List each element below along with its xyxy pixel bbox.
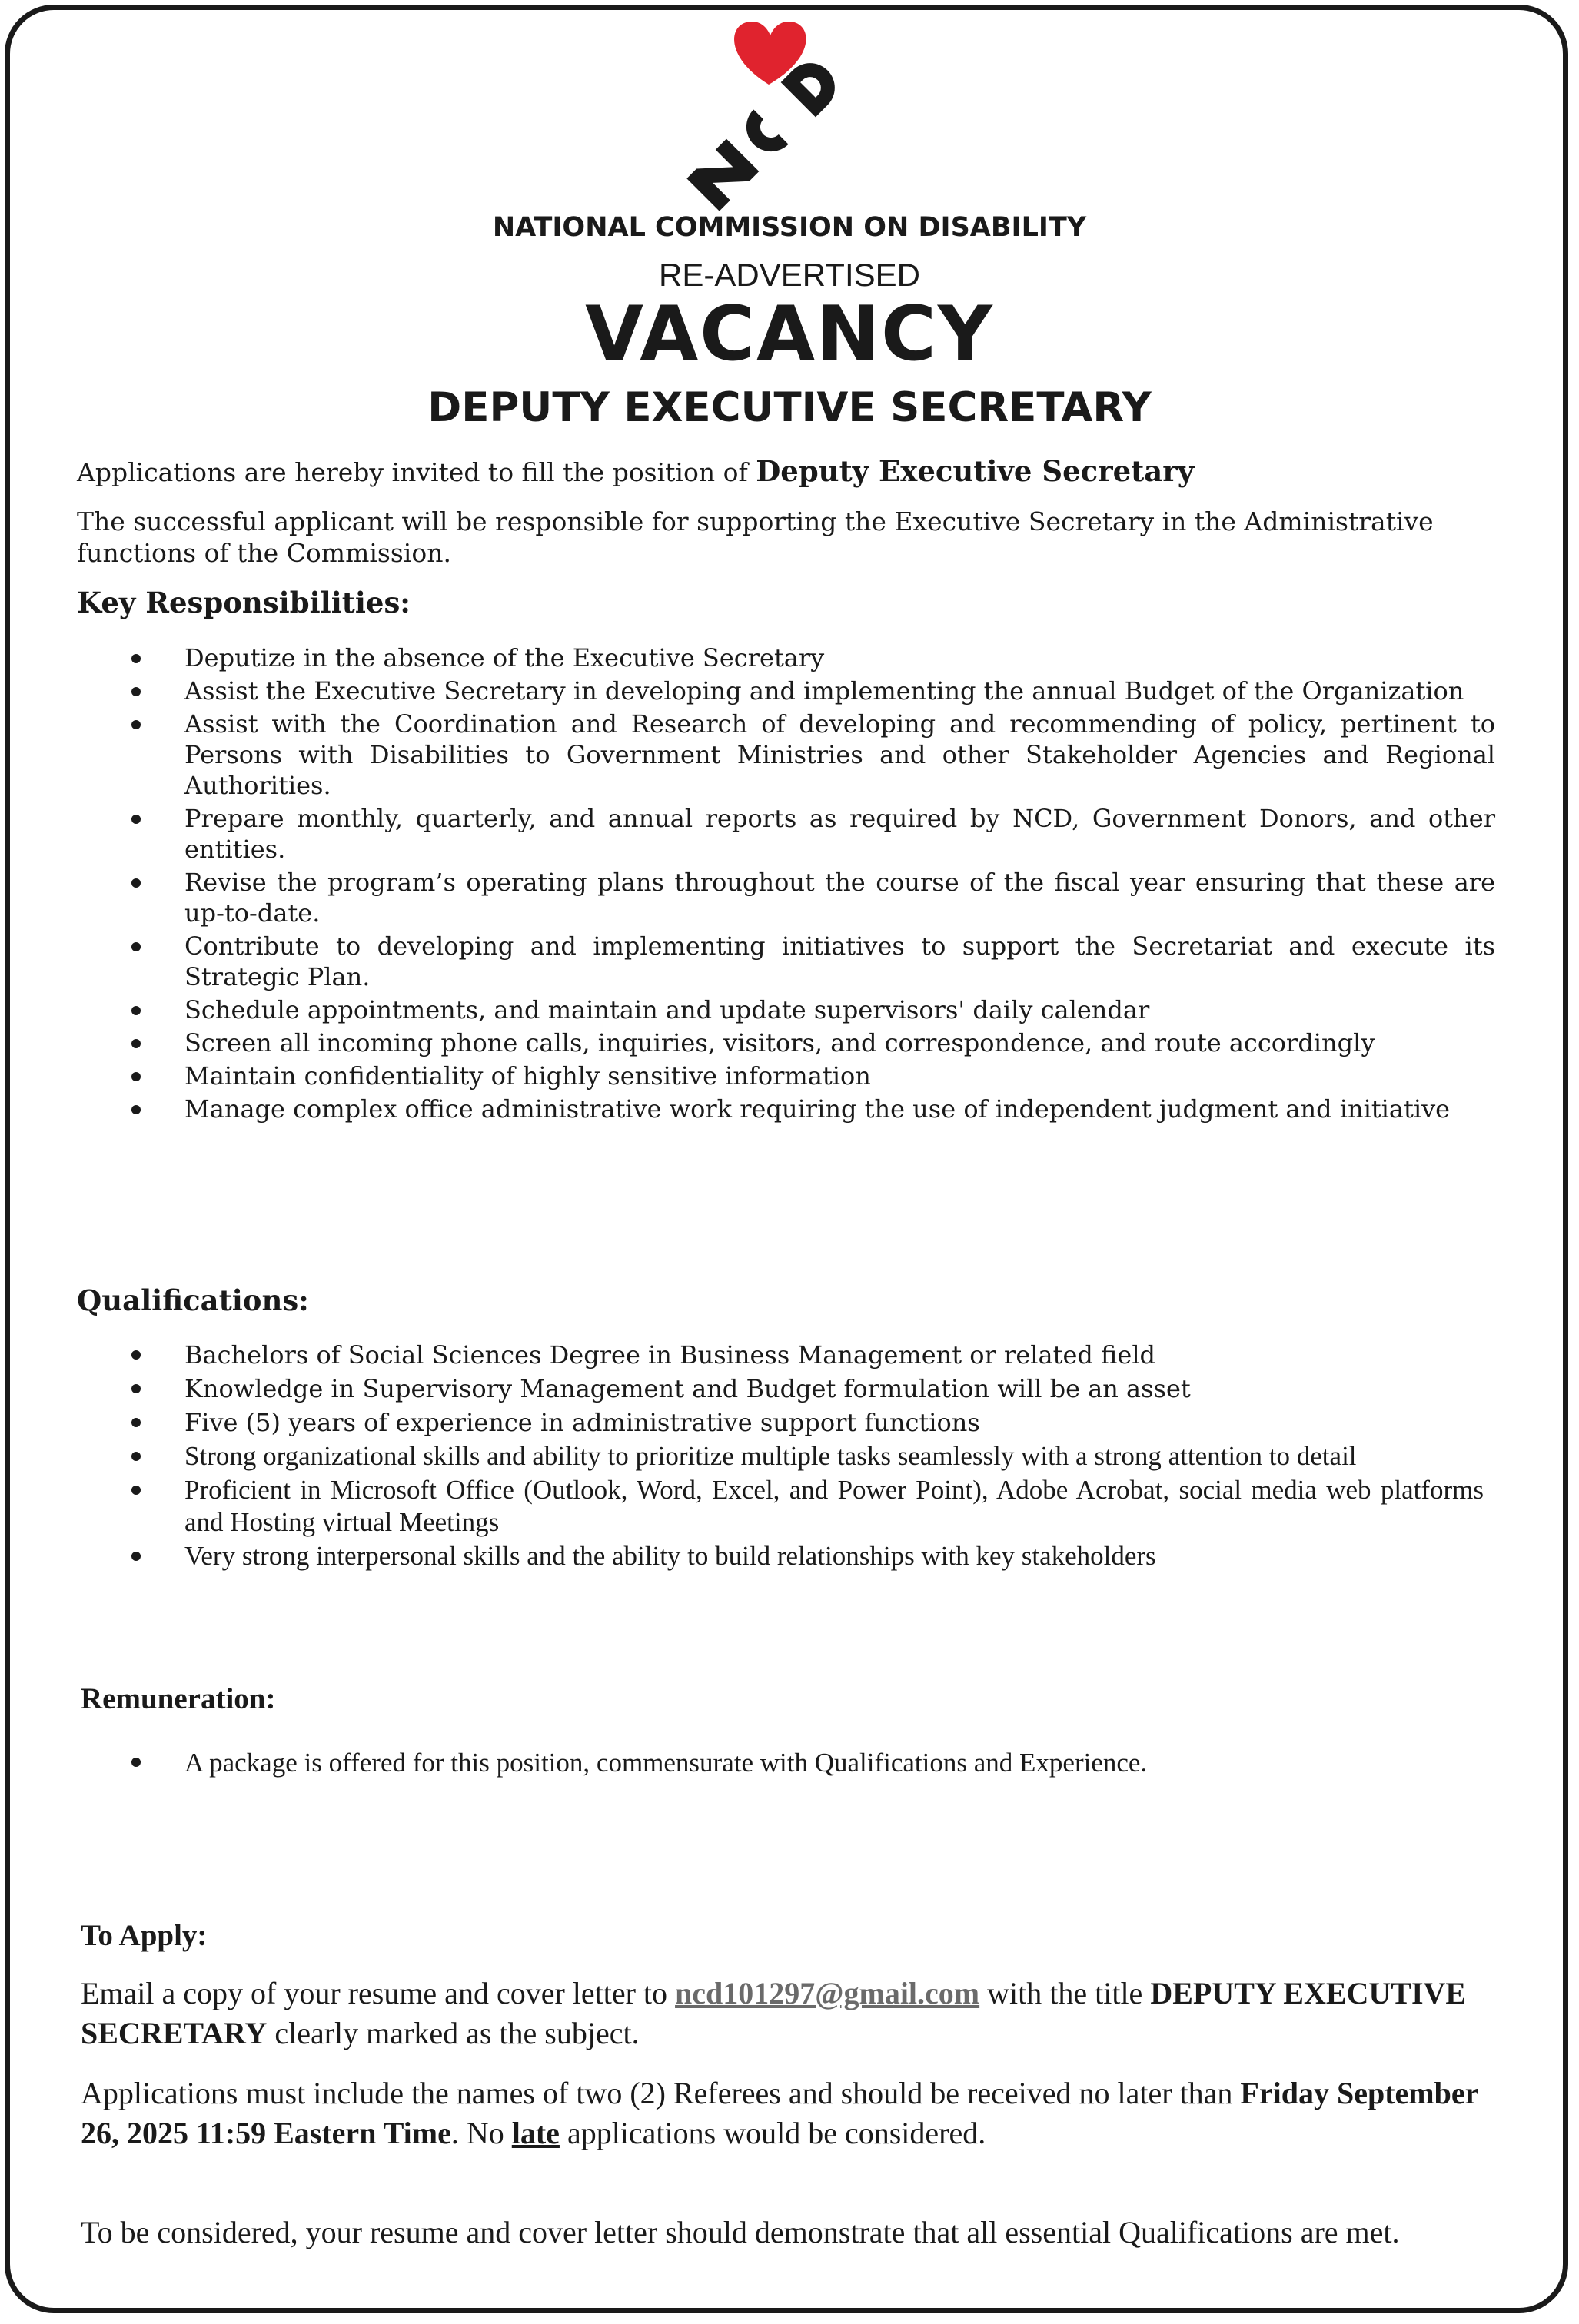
list-item: Contribute to developing and implementing initiatives to support the Secretariat and execute its Strategic Plan.: [77, 931, 1495, 992]
email-link[interactable]: ncd101297@gmail.com: [675, 1976, 980, 2010]
list-item: Assist the Executive Secretary in developing and implementing the annual Budget of the Organization: [77, 676, 1495, 706]
apply-heading: To Apply:: [81, 1919, 208, 1952]
list-item: Bachelors of Social Sciences Degree in Business Management or related field: [77, 1339, 1484, 1371]
list-item: Strong organizational skills and ability to prioritize multiple tasks seamlessly with a strong attention to detail: [77, 1440, 1484, 1472]
late-emphasis: late: [511, 2116, 560, 2150]
apply-text: Applications must include the names of two (2) Referees and should be received no later than: [81, 2076, 1233, 2110]
re-advertised-label: RE-ADVERTISED: [659, 257, 920, 293]
apply-instructions: [81, 1974, 1480, 2053]
position-title: DEPUTY EXECUTIVE SECRETARY: [427, 384, 1152, 431]
qualifications-list: [77, 1339, 1484, 1574]
role-summary: The successful applicant will be responsible for supporting the Executive Secretary in the Administrative functions of the Commission.: [77, 506, 1434, 568]
list-item: Prepare monthly, quarterly, and annual reports as required by NCD, Government Donors, and other entities.: [77, 803, 1495, 865]
list-item: Very strong interpersonal skills and the ability to build relationships with key stakeholders: [77, 1540, 1484, 1572]
list-item: A package is offered for this position, commensurate with Qualifications and Experience.: [77, 1746, 1484, 1780]
list-item: Proficient in Microsoft Office (Outlook, Word, Excel, and Power Point), Adobe Acrobat, social media web platforms and Hosting virtual Meetings: [77, 1474, 1484, 1539]
responsibilities-heading: Key Responsibilities:: [77, 586, 411, 619]
apply-text: . No: [450, 2116, 504, 2150]
apply-text: clearly marked as the subject.: [274, 2016, 640, 2050]
remuneration-list: [77, 1746, 1484, 1780]
list-item: Screen all incoming phone calls, inquiries, visitors, and correspondence, and route accordingly: [77, 1028, 1495, 1058]
list-item: Schedule appointments, and maintain and update supervisors' daily calendar: [77, 994, 1495, 1025]
organization-name: NATIONAL COMMISSION ON DISABILITY: [492, 212, 1087, 243]
ncd-logo: [638, 14, 915, 214]
deadline-paragraph: [81, 2073, 1480, 2153]
apply-text: applications would be considered.: [567, 2116, 986, 2150]
list-item: Five (5) years of experience in administrative support functions: [77, 1406, 1484, 1439]
list-item: Revise the program’s operating plans throughout the course of the fiscal year ensuring that these are up-to-date.: [77, 867, 1495, 928]
invitation-position: Deputy Executive Secretary: [756, 454, 1195, 488]
remuneration-heading: Remuneration:: [81, 1682, 276, 1715]
apply-text: with the title: [987, 1976, 1143, 2010]
vacancy-title: VACANCY: [585, 290, 994, 378]
subject-title: DEPUTY EXECUTIVE SECRETARY: [81, 1976, 1467, 2050]
qualifications-heading: Qualifications:: [77, 1283, 309, 1317]
list-item: Deputize in the absence of the Executive Secretary: [77, 642, 1495, 673]
list-item: Manage complex office administrative work requiring the use of independent judgment and initiative: [77, 1094, 1495, 1124]
list-item: Maintain confidentiality of highly sensitive information: [77, 1061, 1495, 1091]
consideration-paragraph: To be considered, your resume and cover letter should demonstrate that all essential Qualifications are met.: [81, 2215, 1400, 2249]
apply-text: Email a copy of your resume and cover letter to: [81, 1976, 668, 2010]
deadline: Friday September 26, 2025 11:59 Eastern Time: [81, 2076, 1478, 2150]
responsibilities-list: [77, 642, 1495, 1127]
list-item: Assist with the Coordination and Research of developing and recommending of policy, pertinent to Persons with Disabilities to Government Ministries and other Stakeholder Agencies and Regional Authorities.: [77, 709, 1495, 801]
invitation-text: Applications are hereby invited to fill the position of: [77, 457, 748, 487]
invitation-line: [77, 454, 1194, 488]
list-item: Knowledge in Supervisory Management and Budget formulation will be an asset: [77, 1373, 1484, 1405]
